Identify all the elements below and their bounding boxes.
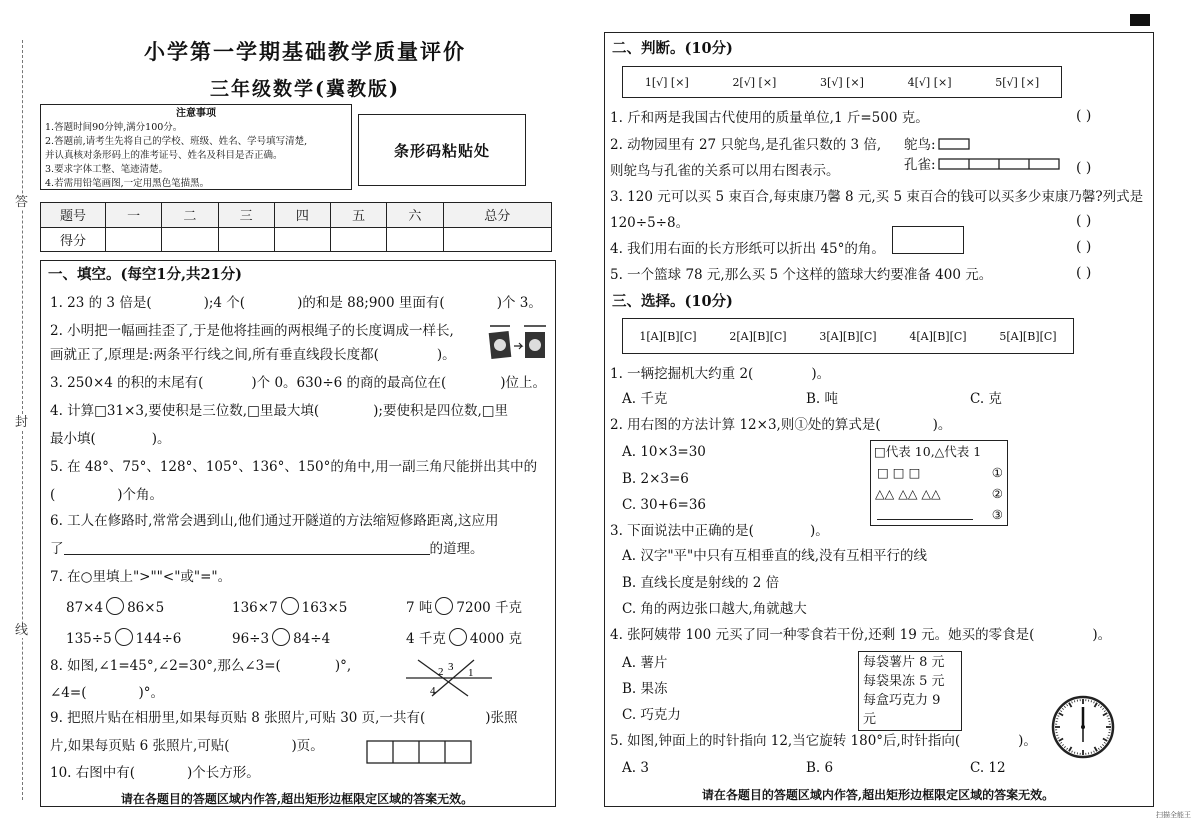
angle-label: 2 — [438, 666, 444, 678]
compare-item: 135÷5 144÷6 — [66, 628, 181, 648]
method-underline — [877, 519, 973, 520]
score-header-cell: 三 — [218, 203, 274, 228]
alignment-mark — [1130, 14, 1150, 26]
answer-option-group[interactable]: 5[A][B][C] — [999, 329, 1057, 343]
judgment-2-line2: 则鸵鸟与孔雀的关系可以用右图表示。 — [610, 163, 840, 179]
judgment-3-line2: 120÷5÷8。 — [610, 215, 690, 231]
question-7: 7. 在○里填上">""<"或"="。 — [50, 569, 232, 585]
question-8-line2: ∠4=( )°。 — [50, 685, 165, 701]
answer-option-group[interactable]: 2[A][B][C] — [729, 329, 787, 343]
choice-4: 4. 张阿姨带 100 元买了同一种零食若干份,还剩 19 元。她买的零食是( )。 — [610, 627, 1112, 643]
choice-option: C. 12 — [970, 760, 1006, 776]
answer-option-group[interactable]: 1[√] [×] — [644, 75, 689, 89]
answer-option-group[interactable]: 5[√] [×] — [995, 75, 1040, 89]
question-2-line1: 2. 小明把一幅画挂歪了,于是他将挂画的两根绳子的长度调成一样长, — [50, 323, 454, 339]
price-line: 每盒巧克力 9 元 — [863, 693, 941, 727]
left-footer-note: 请在各题目的答题区域内作答,超出矩形边框限定区域的答案无效。 — [120, 792, 474, 806]
notice-item: 3.要求字体工整、笔迹清楚。 — [45, 164, 169, 175]
section3-title: 三、选择。(10分) — [612, 293, 733, 310]
choice-option: B. 直线长度是射线的 2 倍 — [622, 575, 780, 591]
choice-option: A. 汉字"平"中只有互相垂直的线,没有互相平行的线 — [622, 548, 928, 564]
question-3: 3. 250×4 的积的末尾有( )个 0。630÷6 的商的最高位在( )位上。 — [50, 375, 547, 391]
score-row-label: 得分 — [41, 227, 106, 252]
snack-price-box — [858, 651, 962, 731]
scanner-watermark: 扫描全能王 — [1156, 811, 1191, 819]
answer-option-group[interactable]: 4[A][B][C] — [909, 329, 967, 343]
judgment-2-line1: 2. 动物园里有 27 只鸵鸟,是孔雀只数的 3 倍, — [610, 137, 882, 153]
choice-option: B. 果冻 — [622, 681, 668, 697]
binding-char: 封 — [15, 415, 29, 430]
notice-item: 4.若需用铅笔画图,一定用黑色笔描黑。 — [45, 178, 210, 189]
notice-item: 2.答题前,请考生先将自己的学校、班级、姓名、学号填写清楚, — [45, 136, 308, 147]
binding-char: 线 — [15, 623, 29, 638]
question-6-line1: 6. 工人在修路时,常常会遇到山,他们通过开隧道的方法缩短修路距离,这应用 — [50, 513, 499, 529]
question-4-line1: 4. 计算□31×3,要使积是三位数,□里最大填( );要使积是四位数,□里 — [50, 403, 508, 419]
method-mark: ② — [991, 486, 1003, 501]
choice-option: C. 30+6=36 — [622, 497, 706, 513]
question-4-line2: 最小填( )。 — [50, 431, 171, 447]
compare-item: 4 千克 4000 克 — [406, 628, 522, 648]
score-header-cell: 一 — [106, 203, 162, 228]
score-header-cell: 总分 — [443, 203, 552, 228]
tilted-picture-icon — [488, 322, 548, 364]
ostrich-label: 鸵鸟: — [904, 137, 936, 153]
judgment-1: 1. 斤和两是我国古代使用的质量单位,1 斤=500 克。 — [610, 110, 929, 126]
question-5-line1: 5. 在 48°、75°、128°、105°、136°、150°的角中,用一副三角尺能拼出其中的 — [50, 459, 538, 475]
angle-diagram — [402, 656, 494, 698]
answer-option-group[interactable]: 3[√] [×] — [820, 75, 864, 89]
choice-option: A. 薯片 — [622, 655, 668, 671]
compare-circle[interactable] — [272, 628, 290, 646]
choice-option: A. 千克 — [622, 391, 668, 407]
peacock-label: 孔雀: — [904, 157, 936, 173]
score-header-row — [41, 203, 552, 228]
binding-char: 答 — [15, 195, 29, 210]
judgment-5: 5. 一个篮球 78 元,那么买 5 个这样的篮球大约要准备 400 元。 — [610, 267, 993, 283]
choice-option: B. 2×3=6 — [622, 471, 689, 487]
compare-item: 87×4 86×5 — [66, 597, 164, 617]
price-line: 每袋果冻 5 元 — [863, 674, 945, 689]
price-line: 每袋薯片 8 元 — [863, 655, 945, 670]
question-8-line1: 8. 如图,∠1=45°,∠2=30°,那么∠3=( )°, — [50, 658, 352, 674]
choice-answer-bar — [622, 318, 1074, 354]
method-row-squares: □ □ □ — [877, 465, 921, 480]
answer-paren[interactable]: ( ) — [1076, 108, 1092, 124]
answer-option-group[interactable]: 3[A][B][C] — [819, 329, 877, 343]
angle-label: 4 — [430, 685, 436, 697]
score-header-cell: 六 — [387, 203, 443, 228]
choice-1: 1. 一辆挖掘机大约重 2( )。 — [610, 366, 831, 382]
compare-circle[interactable] — [435, 597, 453, 615]
choice-5: 5. 如图,钟面上的时针指向 12,当它旋转 180°后,时针指向( )。 — [610, 733, 1037, 749]
angle-label: 1 — [468, 667, 474, 679]
choice-3: 3. 下面说法中正确的是( )。 — [610, 523, 829, 539]
notice-item: 并认真核对条形码上的准考证号、姓名及科目是否正确。 — [45, 150, 283, 161]
notice-box — [40, 104, 352, 190]
score-table — [40, 202, 552, 252]
bar-comparison-figure — [938, 138, 1062, 172]
question-9-line1: 9. 把照片贴在相册里,如果每页贴 8 张照片,可贴 30 页,一共有( )张照 — [50, 710, 518, 726]
compare-circle[interactable] — [449, 628, 467, 646]
judgment-answer-bar — [622, 66, 1062, 98]
method-mark: ① — [991, 465, 1003, 480]
score-cell[interactable] — [106, 227, 162, 252]
choice-option: B. 6 — [806, 760, 834, 776]
section1-title: 一、填空。(每空1分,共21分) — [48, 266, 243, 283]
compare-item: 96÷3 84÷4 — [232, 628, 330, 648]
method-mark: ③ — [991, 507, 1003, 522]
clock-icon — [1050, 694, 1116, 760]
answer-paren[interactable]: ( ) — [1076, 213, 1092, 229]
answer-option-group[interactable]: 2[√] [×] — [732, 75, 777, 89]
answer-option-group[interactable]: 1[A][B][C] — [639, 329, 697, 343]
compare-circle[interactable] — [281, 597, 299, 615]
compare-item: 136×7 163×5 — [232, 597, 347, 617]
choice-option: A. 3 — [622, 760, 649, 776]
question-2-line2: 画就正了,原理是:两条平行线之间,所有垂直线段长度都( )。 — [50, 347, 456, 363]
judgment-3-line1: 3. 120 元可以买 5 束百合,每束康乃馨 8 元,买 5 束百合的钱可以买多少束康乃馨?列式是 — [610, 189, 1144, 205]
score-cell[interactable] — [218, 227, 274, 252]
choice-2: 2. 用右图的方法计算 12×3,则①处的算式是( )。 — [610, 417, 952, 433]
angle-label: 3 — [448, 661, 454, 673]
score-cell[interactable] — [331, 227, 387, 252]
exam-subtitle: 三年级数学(冀教版) — [210, 78, 400, 100]
method-row-triangles: △△ △△ △△ — [875, 486, 941, 501]
answer-paren[interactable]: ( ) — [1076, 265, 1092, 281]
score-cell[interactable] — [274, 227, 330, 252]
compare-circle[interactable] — [106, 597, 124, 615]
score-header-cell: 五 — [331, 203, 387, 228]
score-header-cell: 二 — [162, 203, 218, 228]
question-9-line2: 片,如果每页贴 6 张照片,可贴( )页。 — [50, 738, 324, 754]
question-10: 10. 右图中有( )个长方形。 — [50, 765, 260, 781]
compare-item: 7 吨 7200 千克 — [406, 597, 522, 617]
choice-option: C. 克 — [970, 391, 1002, 407]
method-legend: □代表 10,△代表 1 — [874, 444, 982, 459]
question-1: 1. 23 的 3 倍是( );4 个( )的和是 88;900 里面有( )个 3。 — [50, 295, 542, 311]
score-header-cell: 题号 — [41, 203, 106, 228]
choice-option: C. 角的两边张口越大,角就越大 — [622, 601, 807, 617]
score-cell[interactable] — [162, 227, 218, 252]
notice-item: 1.答题时间90分钟,满分100分。 — [45, 122, 183, 133]
exam-title: 小学第一学期基础教学质量评价 — [144, 39, 466, 64]
score-row — [41, 227, 552, 252]
choice-option: B. 吨 — [806, 391, 839, 407]
answer-paren[interactable]: ( ) — [1076, 160, 1092, 176]
right-footer-note: 请在各题目的答题区域内作答,超出矩形边框限定区域的答案无效。 — [701, 788, 1055, 802]
choice-option: A. 10×3=30 — [622, 444, 706, 460]
judgment-4: 4. 我们用右面的长方形纸可以折出 45°的角。 — [610, 241, 885, 257]
answer-option-group[interactable]: 4[√] [×] — [907, 75, 952, 89]
rectangle-paper-figure — [892, 226, 964, 254]
choice-option: C. 巧克力 — [622, 707, 681, 723]
score-cell[interactable] — [387, 227, 443, 252]
rectangle-grid-figure — [366, 740, 472, 764]
multiplication-method-box — [870, 440, 1008, 526]
section2-title: 二、判断。(10分) — [612, 40, 733, 57]
answer-paren[interactable]: ( ) — [1076, 239, 1092, 255]
question-6-line2: 了 的道理。 — [50, 541, 484, 557]
notice-title: 注意事项 — [176, 108, 216, 119]
compare-circle[interactable] — [115, 628, 133, 646]
score-cell[interactable] — [443, 227, 552, 252]
score-header-cell: 四 — [274, 203, 330, 228]
question-5-line2: ( )个角。 — [50, 487, 164, 503]
barcode-area: 条形码粘贴处 — [358, 114, 526, 186]
